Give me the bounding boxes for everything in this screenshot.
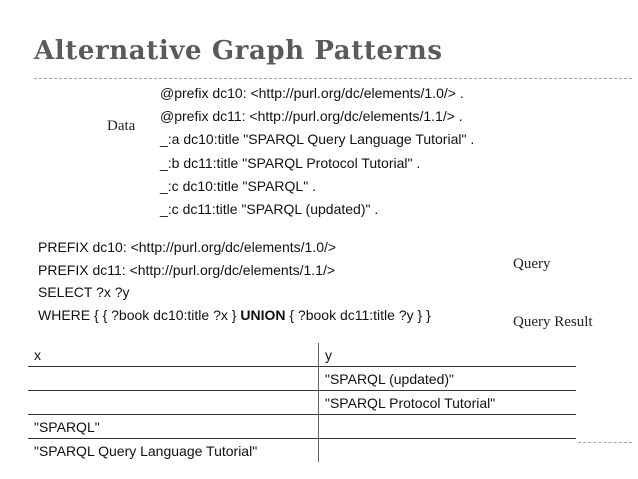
query-line: PREFIX dc10: <http://purl.org/dc/elements/1.0/> — [38, 239, 337, 255]
table-cell — [28, 367, 319, 391]
query-label: Query — [513, 256, 551, 272]
data-block — [160, 82, 474, 221]
table-row — [28, 415, 576, 439]
where-clause-end: { ?book dc11:title ?y } } — [285, 306, 431, 323]
table-cell: "SPARQL" — [28, 415, 319, 439]
data-line: @prefix dc10: <http://purl.org/dc/elements/1.0/> . — [160, 85, 464, 101]
table-cell — [319, 439, 577, 463]
data-line: _:c dc11:title "SPARQL (updated)" . — [160, 200, 379, 217]
data-line: @prefix dc11: <http://purl.org/dc/elements/1.1/> . — [160, 108, 463, 125]
bottom-divider — [578, 442, 632, 443]
table-cell: "SPARQL (updated)" — [319, 367, 577, 391]
table-row — [28, 367, 576, 391]
query-result-label: Query Result — [513, 314, 593, 330]
title-divider — [34, 78, 632, 79]
table-header-row — [28, 343, 576, 367]
query-where-line — [38, 304, 431, 327]
data-label: Data — [107, 118, 136, 134]
table-cell — [319, 415, 577, 439]
query-line: SELECT ?x ?y — [38, 284, 130, 300]
table-cell: "SPARQL Protocol Tutorial" — [319, 391, 577, 415]
slide-title: Alternative Graph Patterns — [34, 36, 443, 66]
data-line: _:a dc10:title "SPARQL Query Language Tutorial" . — [160, 131, 475, 148]
table-cell: "SPARQL Query Language Tutorial" — [28, 439, 319, 463]
query-block — [38, 236, 431, 326]
header-cell-x: x — [28, 343, 319, 367]
header-cell-y: y — [319, 343, 577, 367]
data-line: _:b dc11:title "SPARQL Protocol Tutorial" . — [160, 154, 421, 171]
table-row — [28, 391, 576, 415]
table-row — [28, 439, 576, 463]
data-line: _:c dc10:title "SPARQL" . — [160, 177, 316, 194]
table-cell — [28, 391, 319, 415]
query-line: PREFIX dc11: <http://purl.org/dc/elements/1.1/> — [38, 261, 336, 278]
result-table — [28, 343, 576, 462]
where-clause-start: WHERE { { ?book dc10:title ?x } — [38, 306, 241, 323]
union-keyword: UNION — [240, 306, 286, 323]
